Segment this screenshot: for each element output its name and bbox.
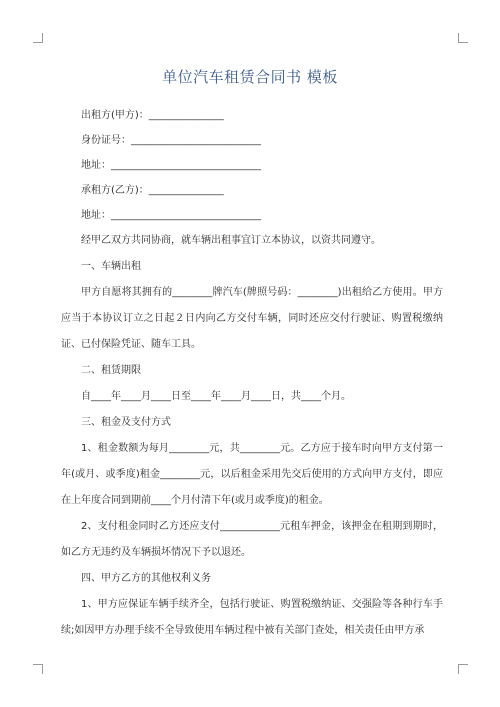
section-heading-4: 四、甲方乙方的其他权利义务 (81, 573, 211, 584)
section-3-paragraph-2: 2、支付租金同时乙方还应支付____________元租车押金，该押金在租期到期时，如乙方无违约及车辆损坏情况下予以退还。 (61, 521, 443, 558)
field-lessee-address: 地址：______________________________ (81, 210, 261, 221)
section-4-paragraph-1: 1、甲方应保证车辆手续齐全，包括行驶证、购置税缴纳证、交强险等各种行车手续;如因甲方办理手续不全导致使用车辆过程中被有关部门查处，相关责任由甲方承 (61, 599, 443, 636)
section-heading-1: 一、车辆出租 (81, 261, 141, 272)
crop-mark-bottom-left (33, 664, 43, 674)
document-body (61, 110, 443, 644)
section-heading-2: 二、租赁期限 (81, 365, 141, 376)
field-lessor: 出租方(甲方)：_______________ (81, 110, 224, 121)
field-lessor-address: 地址：______________________________ (81, 160, 261, 171)
crop-mark-top-right (458, 33, 468, 43)
section-2-paragraph-1: 自____年____月____日至____年____月____日，共____个月。 (81, 391, 351, 402)
crop-mark-bottom-right (458, 664, 468, 674)
document-title: 单位汽车租赁合同书 模板 (162, 68, 338, 86)
section-1-paragraph-1: 甲方自愿将其拥有的________牌汽车(牌照号码：________)出租给乙方使用。甲方应当于本协议订立之日起２日内向乙方交付车辆，同时还应交付行驶证、购置税缴纳证、已付保险凭证、随车工具。 (61, 287, 443, 350)
field-lessee: 承租方(乙方)：_______________ (81, 185, 224, 196)
section-3-paragraph-1: 1、租金数额为每月________元，共________元。乙方应于接车时向甲方支付第一年(或月、或季度)租金________元，以后租金采用先交后使用的方式向甲方支付，即应在上年度合同到期前____个月付清下年(或月或季度)的租金。 (61, 443, 443, 506)
field-id-number: 身份证号：__________________________ (81, 135, 261, 146)
section-heading-3: 三、租金及支付方式 (81, 417, 171, 428)
crop-mark-top-left (33, 33, 43, 43)
intro-paragraph: 经甲乙双方共同协商，就车辆出租事宜订立本协议，以资共同遵守。 (81, 235, 381, 246)
